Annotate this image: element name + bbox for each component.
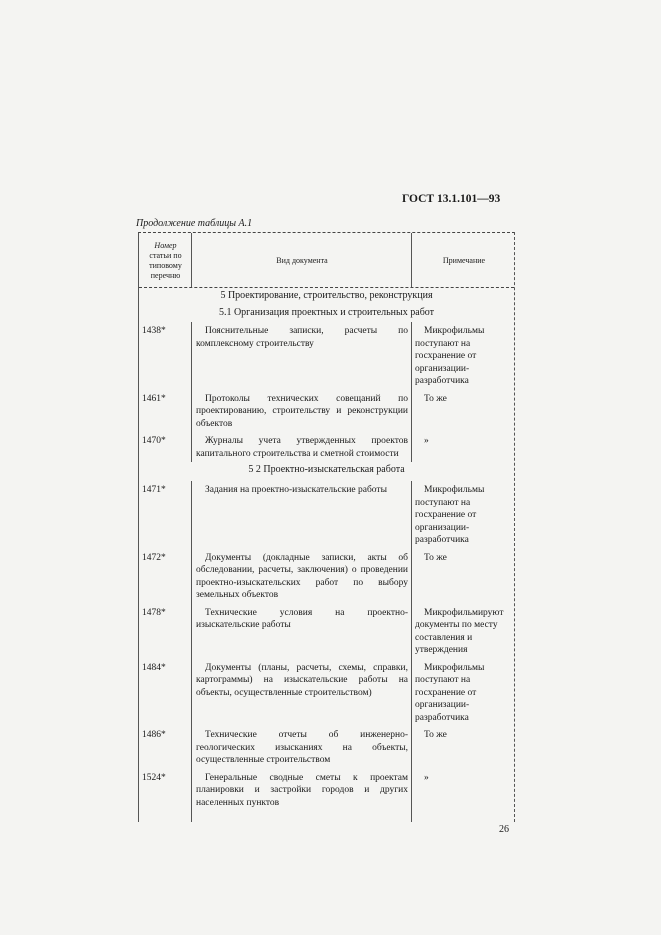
row-document: Пояснительные записки, расчеты по комплексному строительству (191, 322, 411, 390)
header-document: Вид документа (276, 255, 328, 265)
standard-designation: ГОСТ 13.1.101—93 (402, 193, 501, 205)
row-document: Журналы учета утвержденных проектов капитального строительства и сметной стоимости (191, 432, 411, 462)
header-number-line: статьи по (149, 250, 182, 260)
header-note-cell (411, 233, 514, 287)
subsection-heading: 5 2 Проектно-изыскательская работа (248, 464, 405, 475)
row-note: Микрофильмы поступают на госхранение от организации-разработчика (411, 659, 514, 727)
header-number-line: Номер (154, 240, 177, 250)
row-note: Микрофильмы поступают на госхранение от организации-разработчика (411, 322, 514, 390)
row-number: 1471* (142, 485, 166, 495)
table-row (139, 322, 514, 390)
table-continuation-caption: Продолжение таблицы А.1 (136, 218, 253, 229)
header-number-line: перечню (150, 270, 181, 280)
table-row (139, 659, 514, 727)
row-number: 1486* (142, 730, 166, 740)
row-document: Генеральные сводные сметы к проектам планировки и застройки городов и других населенных пунктов (191, 769, 411, 822)
table-row (139, 726, 514, 769)
row-document: Технические условия на проектно-изыскательские работы (191, 604, 411, 659)
header-number (139, 233, 191, 287)
header-number-line: типовому (149, 260, 182, 270)
table-row (139, 390, 514, 433)
page-number: 26 (499, 823, 509, 835)
row-note: То же (411, 390, 514, 433)
row-note: Микрофильмы поступают на госхранение от организации-разработчика (411, 481, 514, 549)
table-row (139, 604, 514, 659)
row-note: То же (411, 549, 514, 604)
table-row (139, 549, 514, 604)
row-note: Микрофильмируют документы по месту составления и утверждения (411, 604, 514, 659)
table (138, 232, 515, 822)
header-note: Примечание (442, 255, 486, 265)
row-document: Документы (докладные записки, акты об обследовании, расчеты, заключения) о проведении проектно-изыскательских работ по выбору земельных объектов (191, 549, 411, 604)
table-row (139, 769, 514, 822)
row-number: 1478* (142, 607, 166, 618)
row-number: 1461* (142, 393, 166, 404)
table-header-row (139, 233, 514, 288)
row-note: » (411, 432, 514, 462)
row-document: Технические отчеты об инженерно-геологических изысканиях на объекты, осуществленные строительством (191, 726, 411, 769)
row-number: 1472* (142, 552, 166, 563)
subsection-heading: 5.1 Организация проектных и строительных работ (218, 307, 435, 318)
table-row (139, 481, 514, 549)
row-document: Протоколы технических совещаний по проектированию, строительству и реконструкции объектов (191, 390, 411, 433)
section-heading: 5 Проектирование, строительство, реконструкция (220, 290, 433, 301)
table-row (139, 432, 514, 462)
row-number: 1484* (142, 662, 166, 673)
row-document: Документы (планы, расчеты, схемы, справки, картограммы) на изыскательские работы на объекты, осуществленные строительством) (191, 659, 411, 727)
row-note: » (411, 769, 514, 822)
row-number: 1470* (142, 436, 166, 446)
header-document-cell (191, 233, 411, 287)
row-number: 1438* (142, 326, 166, 336)
row-document: Задания на проектно-изыскательские работы (191, 481, 411, 549)
row-number: 1524* (142, 772, 166, 783)
row-note: То же (411, 726, 514, 769)
